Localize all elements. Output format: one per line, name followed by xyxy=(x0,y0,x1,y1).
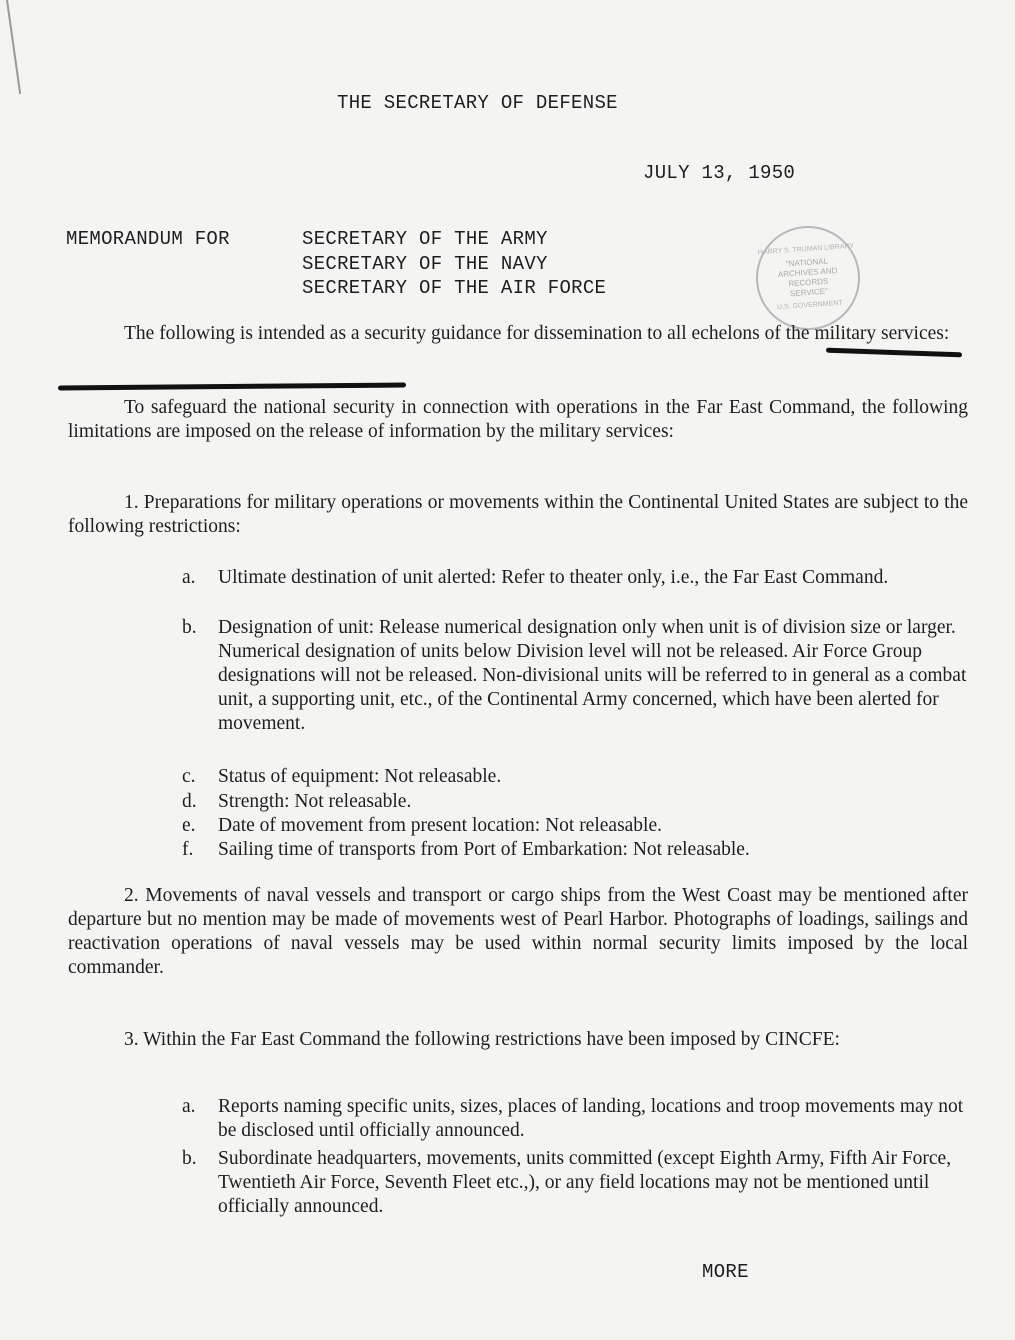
item-text: Sailing time of transports from Port of Embarkation: Not releasable. xyxy=(218,839,750,860)
section-1-item-f xyxy=(182,838,972,862)
handwritten-underline-right xyxy=(826,348,962,358)
memo-date: JULY 13, 1950 xyxy=(643,162,796,184)
item-marker: e. xyxy=(182,815,196,836)
stamp-center-text: "NATIONAL ARCHIVES AND RECORDS SERVICE" xyxy=(777,256,838,299)
continuation-marker: MORE xyxy=(702,1261,749,1283)
item-text: Subordinate headquarters, movements, units committed (except Eighth Army, Fifth Air Force, Twentieth Air Force, Seventh Fleet etc.,), or any field locations may not be mentioned until officially announced. xyxy=(218,1148,952,1217)
item-marker: b. xyxy=(182,1148,197,1169)
item-text: Date of movement from present location: Not releasable. xyxy=(218,815,663,836)
item-marker: f. xyxy=(182,839,194,860)
memo-recipient-air-force: SECRETARY OF THE AIR FORCE xyxy=(302,277,607,299)
item-marker: c. xyxy=(182,766,196,787)
section-1-paragraph: 1. Preparations for military operations or movements within the Continental United States are subject to the following restrictions: xyxy=(68,492,968,537)
memo-recipient-army: SECRETARY OF THE ARMY xyxy=(302,228,548,250)
item-marker: a. xyxy=(182,567,196,588)
intro-paragraph: The following is intended as a security guidance for dissemination to all echelons of the military services: xyxy=(124,323,950,344)
section-1-item-a xyxy=(182,566,972,590)
section-1-item-c xyxy=(182,765,972,789)
item-text: Designation of unit: Release numerical designation only when unit is of division size or larger. Numerical designation of units below Division level will not be released. Air Force Group designations will not be released. Non-divisional units will be referred to in general as a combat unit, a supporting unit, etc., of the Continental Army concerned, which have been alerted for movement. xyxy=(218,617,967,734)
section-3-item-b xyxy=(182,1147,972,1219)
item-text: Ultimate destination of unit alerted: Refer to theater only, i.e., the Far East Command. xyxy=(218,567,889,588)
memo-label: MEMORANDUM FOR xyxy=(66,228,230,250)
page-edge-mark xyxy=(6,0,21,94)
office-heading: THE SECRETARY OF DEFENSE xyxy=(337,92,618,114)
section-1-item-d xyxy=(182,790,972,814)
section-3-paragraph: 3. Within the Far East Command the following restrictions have been imposed by CINCFE: xyxy=(124,1029,840,1050)
section-1-item-e xyxy=(182,814,972,838)
section-3-item-a xyxy=(182,1095,972,1143)
item-text: Strength: Not releasable. xyxy=(218,791,412,812)
stamp-ring-text: HARRY S. TRUMAN LIBRARY xyxy=(757,242,855,257)
item-marker: a. xyxy=(182,1096,196,1117)
item-text: Status of equipment: Not releasable. xyxy=(218,766,502,787)
item-marker: d. xyxy=(182,791,197,812)
stamp-bottom-text: U.S. GOVERNMENT xyxy=(776,299,843,312)
section-2-paragraph: 2. Movements of naval vessels and transport or cargo ships from the West Coast may be mentioned after departure but no mention may be made of movements west of Pearl Harbor. Photographs of loadings, sailings and reactivation operations of naval vessels may be used within normal security limits imposed by the local commander. xyxy=(68,885,968,978)
item-text: Reports naming specific units, sizes, places of landing, locations and troop movements may not be disclosed until officially announced. xyxy=(218,1096,964,1141)
item-marker: b. xyxy=(182,617,197,638)
section-1-item-b xyxy=(182,616,972,736)
handwritten-underline-left xyxy=(58,382,406,390)
memo-recipient-navy: SECRETARY OF THE NAVY xyxy=(302,253,548,275)
safeguard-paragraph: To safeguard the national security in connection with operations in the Far East Command, the following limitations are imposed on the release of information by the military services: xyxy=(68,397,968,442)
archive-stamp xyxy=(752,222,863,333)
